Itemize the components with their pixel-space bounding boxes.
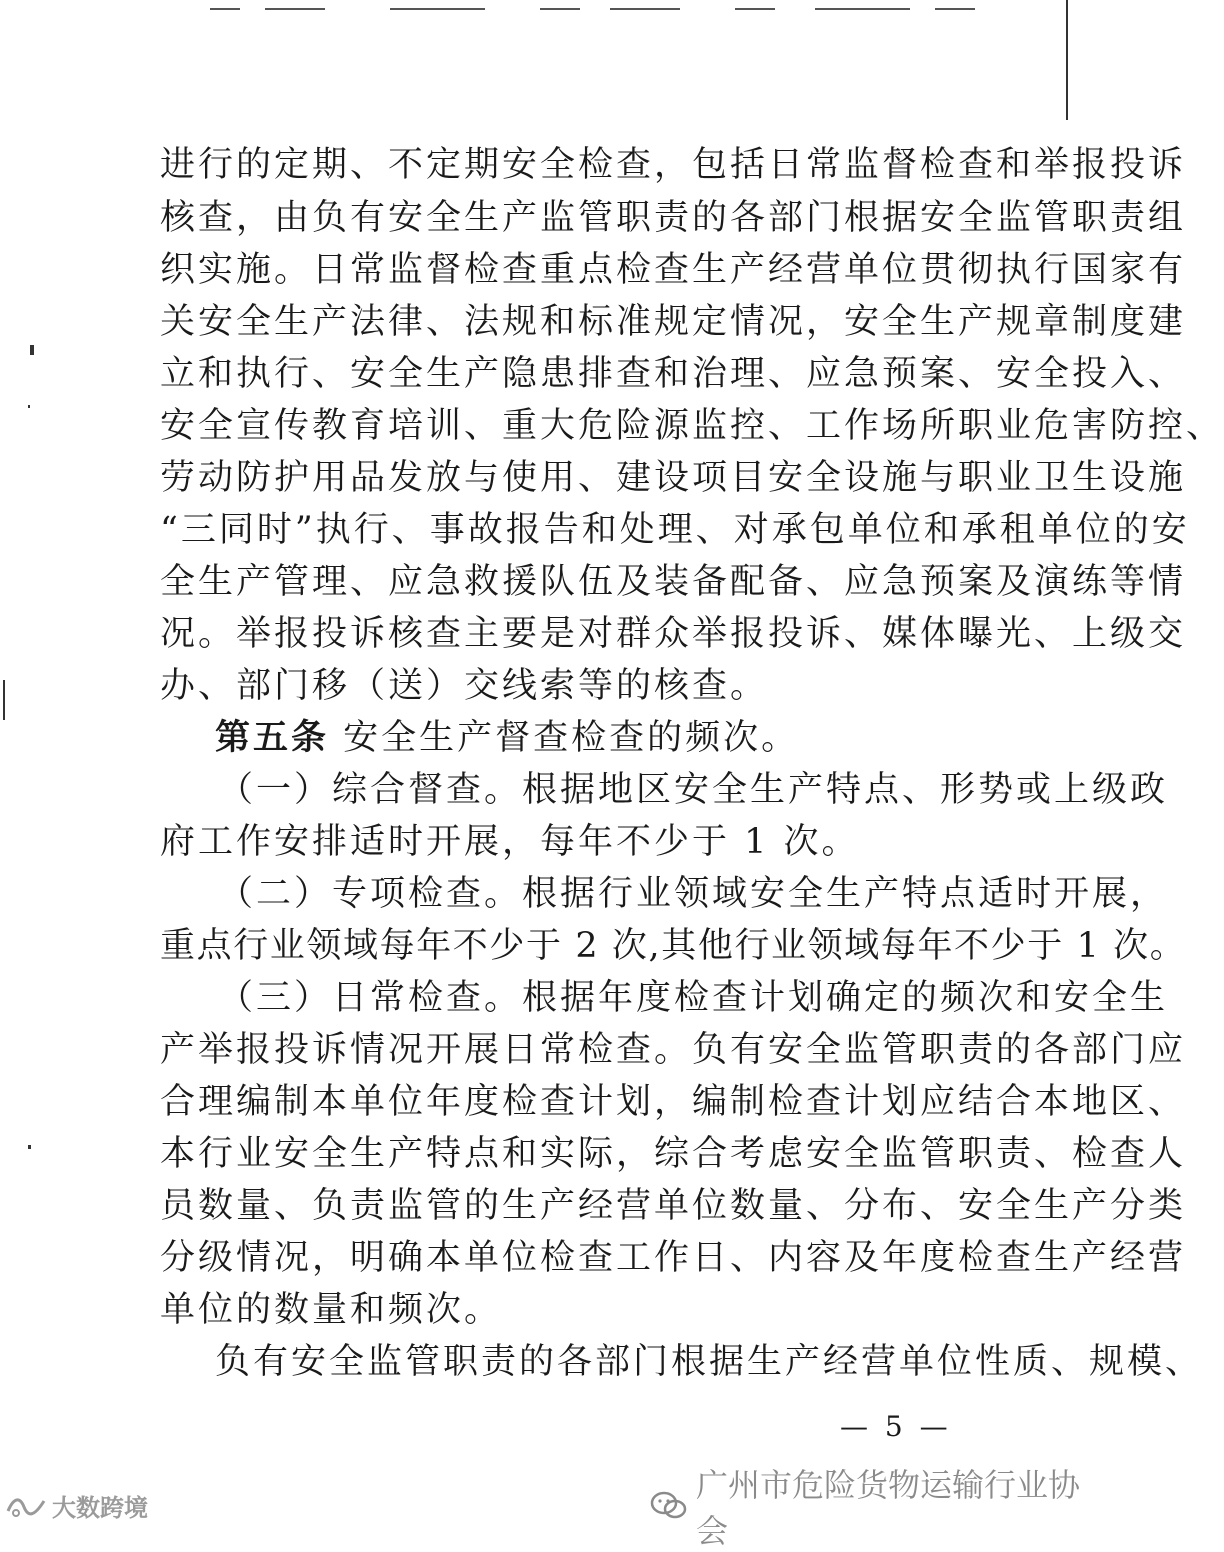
scan-speck bbox=[28, 405, 30, 408]
brand-name: 大数跨境 bbox=[52, 1494, 148, 1522]
item-text-line: 产举报投诉情况开展日常检查。负有安全监管职责的各部门应 bbox=[160, 1030, 1187, 1070]
wave-logo-icon bbox=[6, 1493, 46, 1519]
body-text-line: 安全宣传教育培训、重大危险源监控、工作场所职业危害防控、 bbox=[160, 406, 1224, 446]
item-text-line: （二）专项检查。根据行业领域安全生产特点适时开展， bbox=[218, 874, 1169, 914]
body-text-line: 核查，由负有安全生产监管职责的各部门根据安全监管职责组 bbox=[160, 198, 1187, 238]
body-text-line: “三同时”执行、事故报告和处理、对承包单位和承租单位的安 bbox=[160, 510, 1190, 550]
body-text-line: 立和执行、安全生产隐患排查和治理、应急预案、安全投入、 bbox=[160, 354, 1187, 394]
item-text-line: （三）日常检查。根据年度检查计划确定的频次和安全生 bbox=[218, 978, 1169, 1018]
item-text-line: 单位的数量和频次。 bbox=[160, 1290, 503, 1330]
item-text-line: 重点行业领域每年不少于 2 次,其他行业领域每年不少于 1 次。 bbox=[160, 926, 1187, 966]
item-text-line: 分级情况，明确本单位检查工作日、内容及年度检查生产经营 bbox=[160, 1238, 1187, 1278]
scan-edge-mark bbox=[935, 8, 975, 10]
item-text-line: 府工作安排适时开展，每年不少于 1 次。 bbox=[160, 822, 860, 862]
scan-speck bbox=[30, 345, 34, 355]
scan-edge-mark bbox=[3, 680, 5, 720]
body-text-line: 办、部门移（送）交线索等的核查。 bbox=[160, 666, 769, 706]
body-text-line: 全生产管理、应急救援队伍及装备配备、应急预案及演练等情 bbox=[160, 562, 1187, 602]
scan-speck bbox=[28, 1145, 31, 1149]
wechat-watermark bbox=[650, 1460, 1080, 1552]
page-number: — 5 — bbox=[840, 1410, 952, 1443]
article-title: 安全生产督查检查的频次。 bbox=[343, 718, 800, 758]
article-heading bbox=[215, 718, 799, 758]
item-text-line: 本行业安全生产特点和实际，综合考虑安全监管职责、检查人 bbox=[160, 1134, 1187, 1174]
scan-edge-mark bbox=[540, 8, 580, 10]
body-text-line: 织实施。日常监督检查重点检查生产经营单位贯彻执行国家有 bbox=[160, 250, 1187, 290]
scan-edge-mark bbox=[815, 8, 910, 10]
scan-edge-mark bbox=[390, 8, 485, 10]
scan-edge-mark bbox=[210, 8, 240, 10]
body-text-line: 关安全生产法律、法规和标准规定情况，安全生产规章制度建 bbox=[160, 302, 1187, 342]
scan-edge-mark bbox=[1066, 0, 1068, 120]
item-text-line: 员数量、负责监管的生产经营单位数量、分布、安全生产分类 bbox=[160, 1186, 1187, 1226]
association-name: 广州市危险货物运输行业协会 bbox=[696, 1466, 1081, 1550]
scan-edge-mark bbox=[265, 8, 325, 10]
body-text-line: 进行的定期、不定期安全检查，包括日常监督检查和举报投诉 bbox=[160, 145, 1187, 185]
scan-edge-mark bbox=[735, 8, 775, 10]
article-number: 第五条 bbox=[215, 718, 330, 758]
item-text-line: 合理编制本单位年度检查计划，编制检查计划应结合本地区、 bbox=[160, 1082, 1187, 1122]
body-text-line: 劳动防护用品发放与使用、建设项目安全设施与职业卫生设施 bbox=[160, 458, 1187, 498]
brand-watermark bbox=[6, 1488, 148, 1523]
scan-edge-mark bbox=[610, 8, 680, 10]
item-text-line: （一）综合督查。根据地区安全生产特点、形势或上级政 bbox=[218, 770, 1169, 810]
wechat-icon bbox=[650, 1491, 688, 1521]
body-text-line: 负有安全监管职责的各部门根据生产经营单位性质、规模、 bbox=[215, 1342, 1204, 1382]
body-text-line: 况。举报投诉核查主要是对群众举报投诉、媒体曝光、上级交 bbox=[160, 614, 1187, 654]
